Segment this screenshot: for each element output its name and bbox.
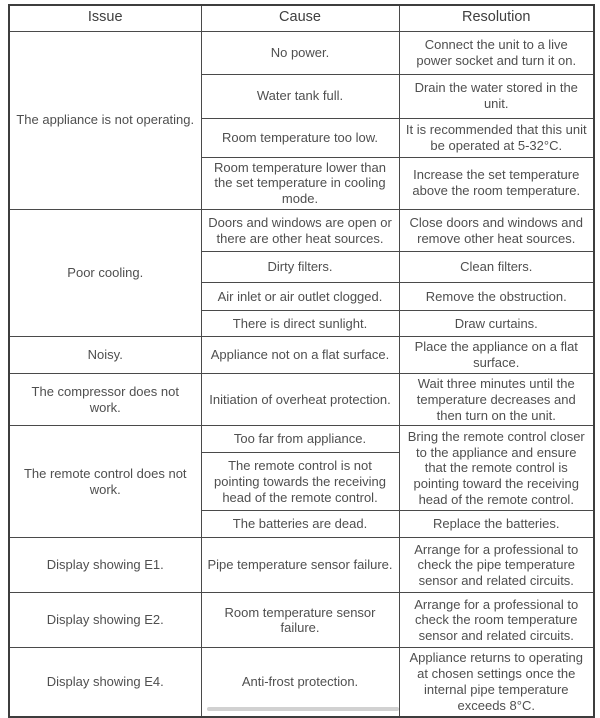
table-row: [9, 593, 594, 648]
resolution-cell: Close doors and windows and remove other heat sources.: [399, 210, 594, 252]
cause-cell: Appliance not on a flat surface.: [201, 337, 399, 374]
table-row: [9, 210, 594, 252]
resolution-cell: Arrange for a professional to check the room temperature sensor and related circuits.: [399, 593, 594, 648]
cause-cell: Dirty filters.: [201, 252, 399, 283]
resolution-cell: Appliance returns to operating at chosen settings once the internal pipe temperature exceeds 8°C.: [399, 648, 594, 717]
cause-cell: Too far from appliance.: [201, 426, 399, 453]
issue-cell: Display showing E4.: [9, 648, 201, 717]
issue-cell: The appliance is not operating.: [9, 31, 201, 210]
column-header-resolution: Resolution: [399, 5, 594, 31]
scan-shadow-artifact: [207, 707, 399, 711]
table-row: [9, 337, 594, 374]
cause-cell: No power.: [201, 31, 399, 74]
cause-cell: Doors and windows are open or there are other heat sources.: [201, 210, 399, 252]
cause-cell: Air inlet or air outlet clogged.: [201, 283, 399, 311]
issue-cell: The remote control does not work.: [9, 426, 201, 538]
resolution-cell: It is recommended that this unit be operated at 5-32°C.: [399, 118, 594, 157]
header-row: [9, 5, 594, 31]
resolution-cell: Connect the unit to a live power socket and turn it on.: [399, 31, 594, 74]
resolution-cell: Arrange for a professional to check the pipe temperature sensor and related circuits.: [399, 538, 594, 593]
issue-cell: Display showing E2.: [9, 593, 201, 648]
table-row: [9, 31, 594, 74]
cause-cell: The batteries are dead.: [201, 511, 399, 538]
resolution-cell: Remove the obstruction.: [399, 283, 594, 311]
resolution-cell: Draw curtains.: [399, 311, 594, 337]
cause-cell: Room temperature too low.: [201, 118, 399, 157]
resolution-cell: Increase the set temperature above the room temperature.: [399, 157, 594, 210]
cause-cell: Pipe temperature sensor failure.: [201, 538, 399, 593]
troubleshooting-table: [8, 4, 595, 718]
cause-cell: Room temperature lower than the set temperature in cooling mode.: [201, 157, 399, 210]
resolution-cell: Bring the remote control closer to the appliance and ensure that the remote control is pointing toward the receiving head of the remote control.: [399, 426, 594, 511]
cause-cell: Anti-frost protection.: [201, 648, 399, 717]
resolution-cell: Replace the batteries.: [399, 511, 594, 538]
issue-cell: Poor cooling.: [9, 210, 201, 337]
resolution-cell: Drain the water stored in the unit.: [399, 74, 594, 118]
issue-cell: Display showing E1.: [9, 538, 201, 593]
column-header-cause: Cause: [201, 5, 399, 31]
issue-cell: Noisy.: [9, 337, 201, 374]
cause-cell: There is direct sunlight.: [201, 311, 399, 337]
cause-cell: Water tank full.: [201, 74, 399, 118]
resolution-cell: Place the appliance on a flat surface.: [399, 337, 594, 374]
table-row: [9, 538, 594, 593]
table-row: [9, 426, 594, 453]
table-row: [9, 373, 594, 426]
resolution-cell: Clean filters.: [399, 252, 594, 283]
cause-cell: The remote control is not pointing towards the receiving head of the remote control.: [201, 453, 399, 511]
cause-cell: Initiation of overheat protection.: [201, 373, 399, 426]
column-header-issue: Issue: [9, 5, 201, 31]
resolution-cell: Wait three minutes until the temperature decreases and then turn on the unit.: [399, 373, 594, 426]
issue-cell: The compressor does not work.: [9, 373, 201, 426]
cause-cell: Room temperature sensor failure.: [201, 593, 399, 648]
